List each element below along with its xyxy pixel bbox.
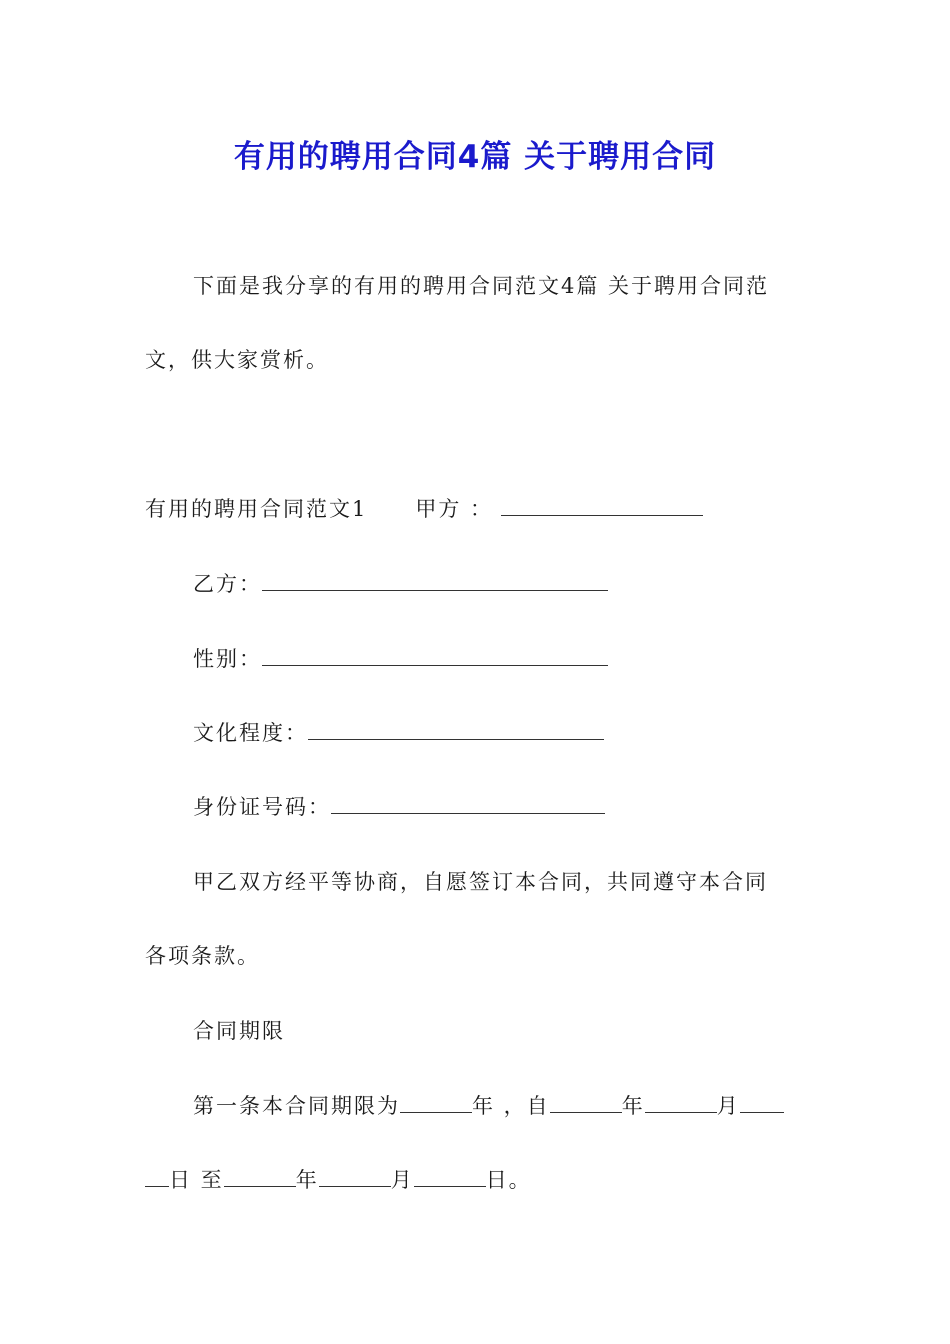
education-row <box>193 719 604 747</box>
start-day-blank-part2 <box>145 1166 169 1187</box>
article2-text-d: 日。 <box>485 1168 532 1192</box>
article1-line-1 <box>193 1092 784 1120</box>
contract-heading-row <box>145 495 703 523</box>
article1-text-a: 第一条本合同期限为 <box>193 1094 400 1118</box>
article1-text-c: 年 <box>621 1094 645 1118</box>
document-title: 有用的聘用合同4篇 关于聘用合同 <box>233 139 717 175</box>
article1-text-d: 月 <box>716 1094 740 1118</box>
agreement-line-2: 各项条款。 <box>145 944 260 968</box>
gender-row <box>193 645 608 673</box>
intro-paragraph-line-2: 文，供大家赏析。 <box>145 348 329 372</box>
gender-label: 性别： <box>193 647 262 671</box>
id-number-label: 身份证号码： <box>193 795 331 819</box>
start-day-blank-part1 <box>740 1092 784 1113</box>
years-blank <box>400 1092 472 1113</box>
article1-text-b: 年 ，自 <box>472 1094 550 1118</box>
start-year-blank <box>550 1092 622 1113</box>
party-b-row <box>193 570 608 598</box>
agreement-line-1: 甲乙双方经平等协商，自愿签订本合同，共同遵守本合同 <box>193 870 768 894</box>
party-a-blank <box>501 495 703 516</box>
article2-text-c: 月 <box>390 1168 414 1192</box>
id-number-row <box>193 793 605 821</box>
article1-line-2 <box>145 1166 532 1194</box>
term-heading: 合同期限 <box>193 1019 285 1043</box>
contract-heading: 有用的聘用合同范文1 <box>145 497 368 521</box>
education-blank <box>308 719 604 740</box>
start-month-blank <box>645 1092 717 1113</box>
article2-text-a: 日 至 <box>169 1168 224 1192</box>
gender-blank <box>262 645 608 666</box>
party-b-label: 乙方： <box>193 572 262 596</box>
end-year-blank <box>224 1166 296 1187</box>
article2-text-b: 年 <box>295 1168 319 1192</box>
party-a-label: 甲方 ： <box>415 497 494 521</box>
party-b-blank <box>262 570 608 591</box>
id-number-blank <box>331 793 605 814</box>
intro-paragraph-line-1: 下面是我分享的有用的聘用合同范文4篇 关于聘用合同范 <box>193 274 770 298</box>
education-label: 文化程度： <box>193 721 308 745</box>
end-month-blank <box>319 1166 391 1187</box>
end-day-blank <box>414 1166 486 1187</box>
